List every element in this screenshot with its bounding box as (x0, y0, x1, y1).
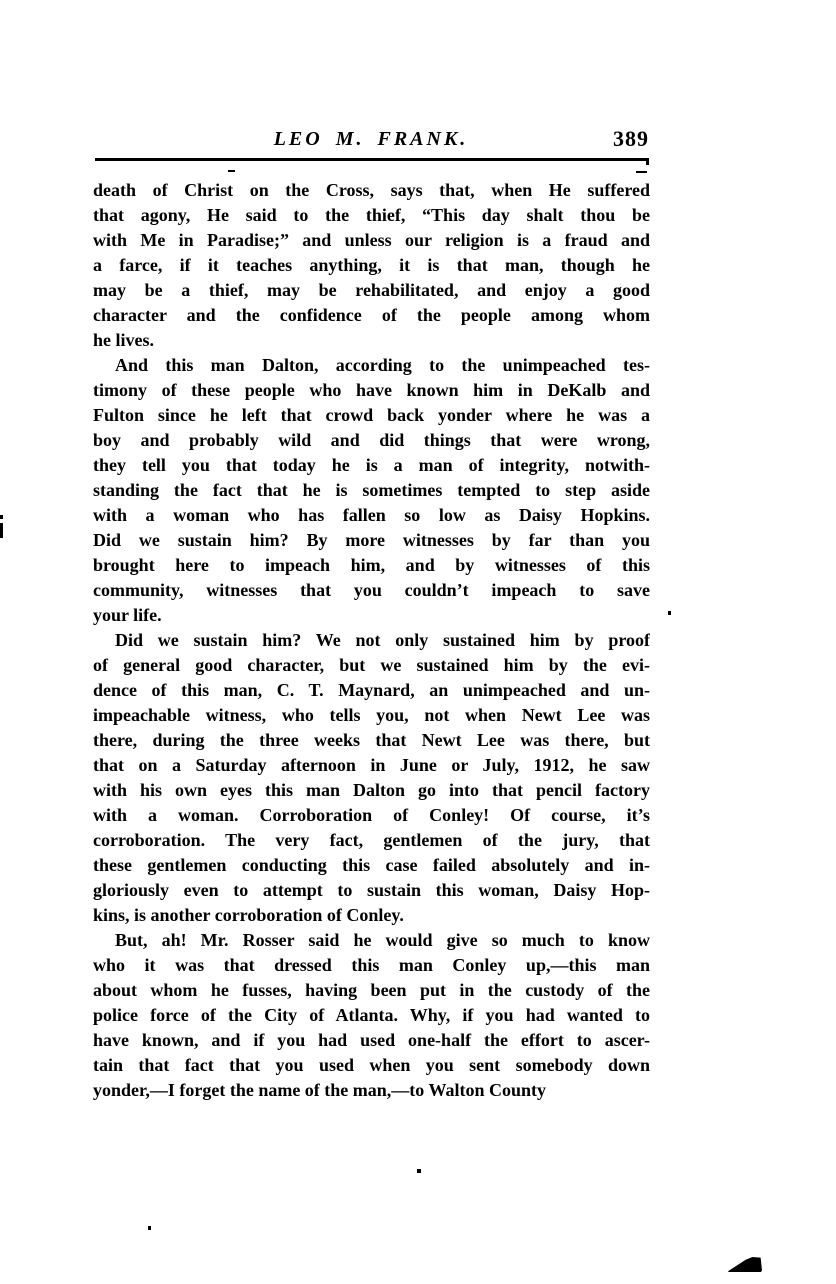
text-body (93, 178, 650, 1103)
text-line: And this man Dalton, according to the unimpeached tes- (115, 355, 650, 375)
text-line: kins, is another corroboration of Conley. (93, 905, 404, 925)
text-line: that on a Saturday afternoon in June or July, 1912, he saw (93, 755, 650, 775)
paragraph (93, 928, 650, 1103)
paragraph (93, 628, 650, 928)
text-line: But, ah! Mr. Rosser said he would give so much to know (115, 930, 650, 950)
text-line: with a woman who has fallen so low as Daisy Hopkins. (93, 505, 650, 525)
text-line: gloriously even to attempt to sustain this woman, Daisy Hop- (93, 880, 650, 900)
text-line: yonder,—I forget the name of the man,—to Walton County (93, 1080, 546, 1100)
scan-artifact-left-margin-bar (0, 523, 3, 538)
running-head-title: LEO M. FRANK. (273, 128, 469, 150)
text-line: boy and probably wild and did things that were wrong, (93, 430, 650, 450)
text-line: Did we sustain him? We not only sustained him by proof (115, 630, 650, 650)
text-line: brought here to impeach him, and by witnesses of this (93, 555, 650, 575)
text-line: they tell you that today he is a man of integrity, notwith- (93, 455, 650, 475)
text-line: with his own eyes this man Dalton go into that pencil factory (93, 780, 650, 800)
text-line: police force of the City of Atlanta. Why, if you had wanted to (93, 1005, 650, 1025)
text-line: have known, and if you had used one-half the effort to ascer- (93, 1030, 650, 1050)
text-line: your life. (93, 605, 162, 625)
text-line: dence of this man, C. T. Maynard, an unimpeached and un- (93, 680, 650, 700)
scan-artifact-speck-lower-left (148, 1226, 151, 1230)
text-line: who it was that dressed this man Conley up,—this man (93, 955, 650, 975)
text-line: Fulton since he left that crowd back yonder where he was a (93, 405, 650, 425)
text-line: with Me in Paradise;” and unless our religion is a fraud and (93, 230, 650, 250)
text-line: these gentlemen conducting this case failed absolutely and in- (93, 855, 650, 875)
text-line: about whom he fusses, having been put in the custody of the (93, 980, 650, 1000)
page-number: 389 (613, 126, 649, 151)
paragraph (93, 178, 650, 353)
paragraph (93, 353, 650, 628)
text-line: death of Christ on the Cross, says that, when He suffered (93, 180, 650, 200)
scan-artifact-corner-blob (728, 1257, 762, 1272)
text-line: with a woman. Corroboration of Conley! Of course, it’s (93, 805, 650, 825)
text-line: community, witnesses that you couldn’t impeach to save (93, 580, 650, 600)
text-line: timony of these people who have known him in DeKalb and (93, 380, 650, 400)
text-line: Did we sustain him? By more witnesses by far than you (93, 530, 650, 550)
scan-artifact-left-margin-dot (0, 515, 3, 519)
text-line: may be a thief, may be rehabilitated, and enjoy a good (93, 280, 650, 300)
text-line: a farce, if it teaches anything, it is that man, though he (93, 255, 650, 275)
header-rule (95, 158, 649, 161)
text-line: there, during the three weeks that Newt Lee was there, but (93, 730, 650, 750)
scan-artifact-under-rule-dash-left (228, 170, 235, 172)
text-line: corroboration. The very fact, gentlemen of the jury, that (93, 830, 650, 850)
scan-artifact-speck-center (417, 1169, 421, 1173)
text-line: impeachable witness, who tells you, not when Newt Lee was (93, 705, 650, 725)
text-line: he lives. (93, 330, 154, 350)
header-rule-end-hook (646, 158, 649, 165)
text-line: standing the fact that he is sometimes tempted to step aside (93, 480, 650, 500)
page-header (93, 126, 649, 154)
scan-artifact-under-rule-dash-right (636, 171, 647, 173)
text-line: tain that fact that you used when you sent somebody down (93, 1055, 650, 1075)
text-line: of general good character, but we sustained him by the evi- (93, 655, 650, 675)
text-line: character and the confidence of the people among whom (93, 305, 650, 325)
text-line: that agony, He said to the thief, “This day shalt thou be (93, 205, 650, 225)
scan-artifact-speck-right-margin (668, 611, 671, 615)
